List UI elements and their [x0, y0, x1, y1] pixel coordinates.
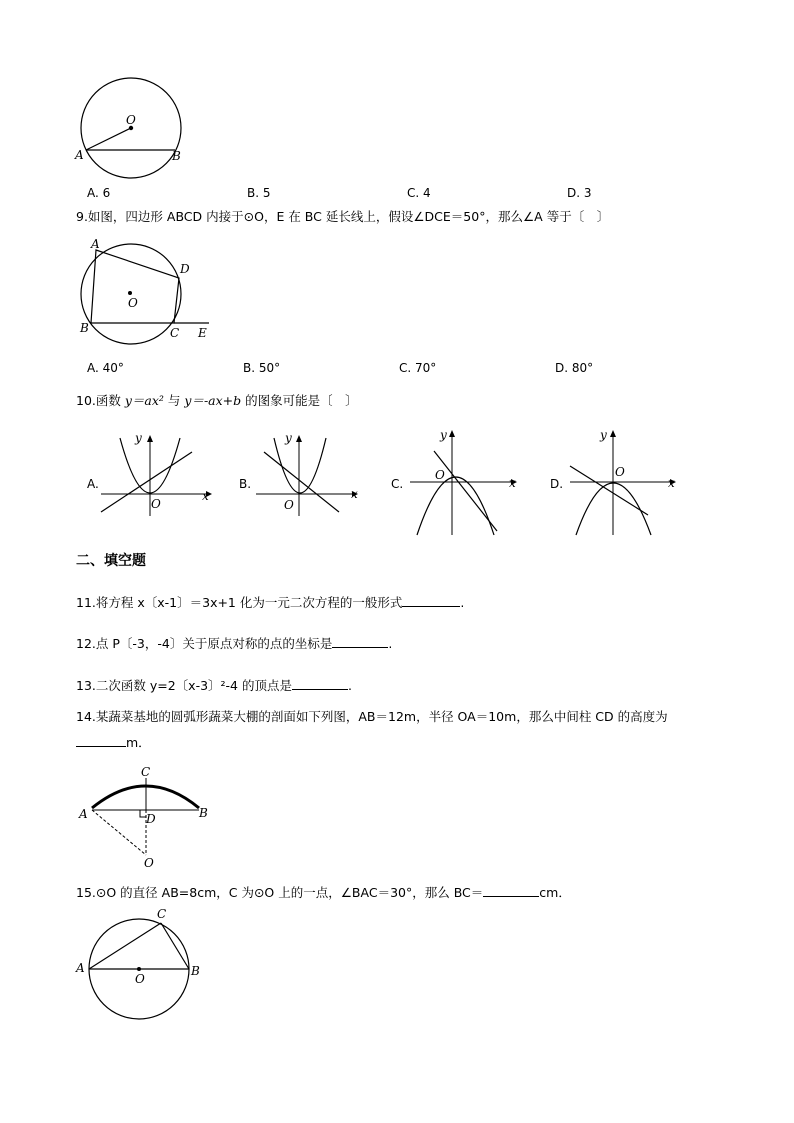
- q10-graph-c-label: C.: [391, 477, 404, 491]
- q10-d-y: y: [600, 428, 607, 442]
- q12-answer-blank[interactable]: [332, 635, 388, 648]
- q10-graph-d: [566, 425, 686, 540]
- q15-text: 15.⊙O 的直径 AB=8cm，C 为⊙O 上的一点，∠BAC＝30°，那么 BC＝: [76, 885, 484, 900]
- q8-option-c: C. 4: [407, 186, 431, 200]
- q14-question-line1: 14.某蔬菜基地的圆弧形蔬菜大棚的剖面如下列图，AB＝12m，半径 OA＝10m，那么中间柱 CD 的高度为: [76, 709, 668, 724]
- q11-question: [76, 594, 464, 611]
- q9-label-d: D: [180, 262, 190, 276]
- q13-answer-blank[interactable]: [292, 677, 348, 690]
- q10-graph-b: [251, 430, 366, 520]
- q14-label-b: B: [199, 806, 208, 820]
- q10-graph-d-label: D.: [550, 477, 564, 491]
- q10-c-o: O: [435, 468, 445, 482]
- q9-question: 9.如图，四边形 ABCD 内接于⊙O，E 在 BC 延长线上，假设∠DCE＝50°，那么∠A 等于〔 〕: [76, 209, 610, 224]
- q15-label-o: O: [135, 972, 145, 986]
- q10-b-x: x: [351, 487, 358, 501]
- q10-graph-b-label: B.: [239, 477, 252, 491]
- q8-option-b: B. 5: [247, 186, 271, 200]
- q13-text: 13.二次函数 y=2〔x-3〕²-4 的顶点是: [76, 678, 292, 693]
- q14-label-o: O: [144, 856, 154, 870]
- q10-graph-a-label: A.: [87, 477, 99, 491]
- q8-option-a: A. 6: [87, 186, 111, 200]
- q9-label-c: C: [170, 326, 180, 340]
- q10-graph-c: [404, 425, 524, 540]
- q14-label-a: A: [79, 807, 88, 821]
- q12-end: .: [388, 636, 393, 651]
- q12-question: [76, 635, 392, 652]
- q10-c-x: x: [509, 476, 516, 490]
- section-fill-in-blank-title: 二、填空题: [76, 553, 146, 569]
- q11-text: 11.将方程 x〔x-1〕＝3x+1 化为一元二次方程的一般形式: [76, 595, 403, 610]
- q14-label-c: C: [141, 765, 151, 779]
- q9-label-b: B: [80, 321, 89, 335]
- q10-c-y: y: [440, 428, 447, 442]
- q10-b-y: y: [285, 431, 292, 445]
- q9-label-e: E: [198, 326, 207, 340]
- q9-option-c: C. 70°: [399, 361, 437, 375]
- q9-option-a: A. 40°: [87, 361, 124, 375]
- q10-a-x: x: [202, 489, 209, 503]
- q11-answer-blank[interactable]: [402, 594, 460, 607]
- q10-question: [76, 393, 358, 409]
- q15-label-b: B: [191, 964, 200, 978]
- q9-option-d: D. 80°: [555, 361, 594, 375]
- q14-end: m．: [126, 735, 151, 750]
- q8-label-b: B: [172, 149, 181, 163]
- q10-mid: 与: [163, 393, 185, 408]
- q12-text: 12.点 P〔-3，-4〕关于原点对称的点的坐标是: [76, 636, 333, 651]
- q15-end: cm．: [539, 885, 571, 900]
- q9-circle-figure: [76, 235, 216, 345]
- q14-arch-figure: [76, 762, 216, 872]
- q10-d-x: x: [668, 476, 675, 490]
- q15-circle-figure: [76, 906, 216, 1024]
- q9-option-b: B. 50°: [243, 361, 281, 375]
- q15-label-a: A: [76, 961, 85, 975]
- q8-option-d: D. 3: [567, 186, 592, 200]
- q15-question: [76, 884, 571, 901]
- q9-label-a: A: [91, 237, 100, 251]
- q13-question: [76, 677, 352, 694]
- q8-label-o: O: [126, 113, 136, 127]
- q10-a-o: O: [151, 497, 161, 511]
- q10-prefix: 10.函数: [76, 393, 125, 408]
- q10-d-o: O: [615, 465, 625, 479]
- q14-answer-blank[interactable]: [76, 734, 126, 747]
- q8-circle-figure: [70, 70, 200, 175]
- q10-a-y: y: [135, 431, 142, 445]
- q15-label-c: C: [157, 907, 167, 921]
- q10-b-o: O: [284, 498, 294, 512]
- q14-label-d: D: [146, 812, 156, 826]
- q11-end: .: [460, 595, 465, 610]
- q8-label-a: A: [75, 148, 84, 162]
- q10-function-1: y＝ax²: [124, 393, 164, 408]
- q10-function-2: y＝-ax+b: [184, 393, 242, 408]
- q10-suffix: 的图象可能是〔 〕: [241, 393, 358, 408]
- q14-question-line2: [76, 734, 151, 751]
- q13-end: .: [348, 678, 352, 693]
- q9-label-o: O: [128, 296, 138, 310]
- q10-graph-a: [96, 430, 216, 520]
- q15-answer-blank[interactable]: [483, 884, 539, 897]
